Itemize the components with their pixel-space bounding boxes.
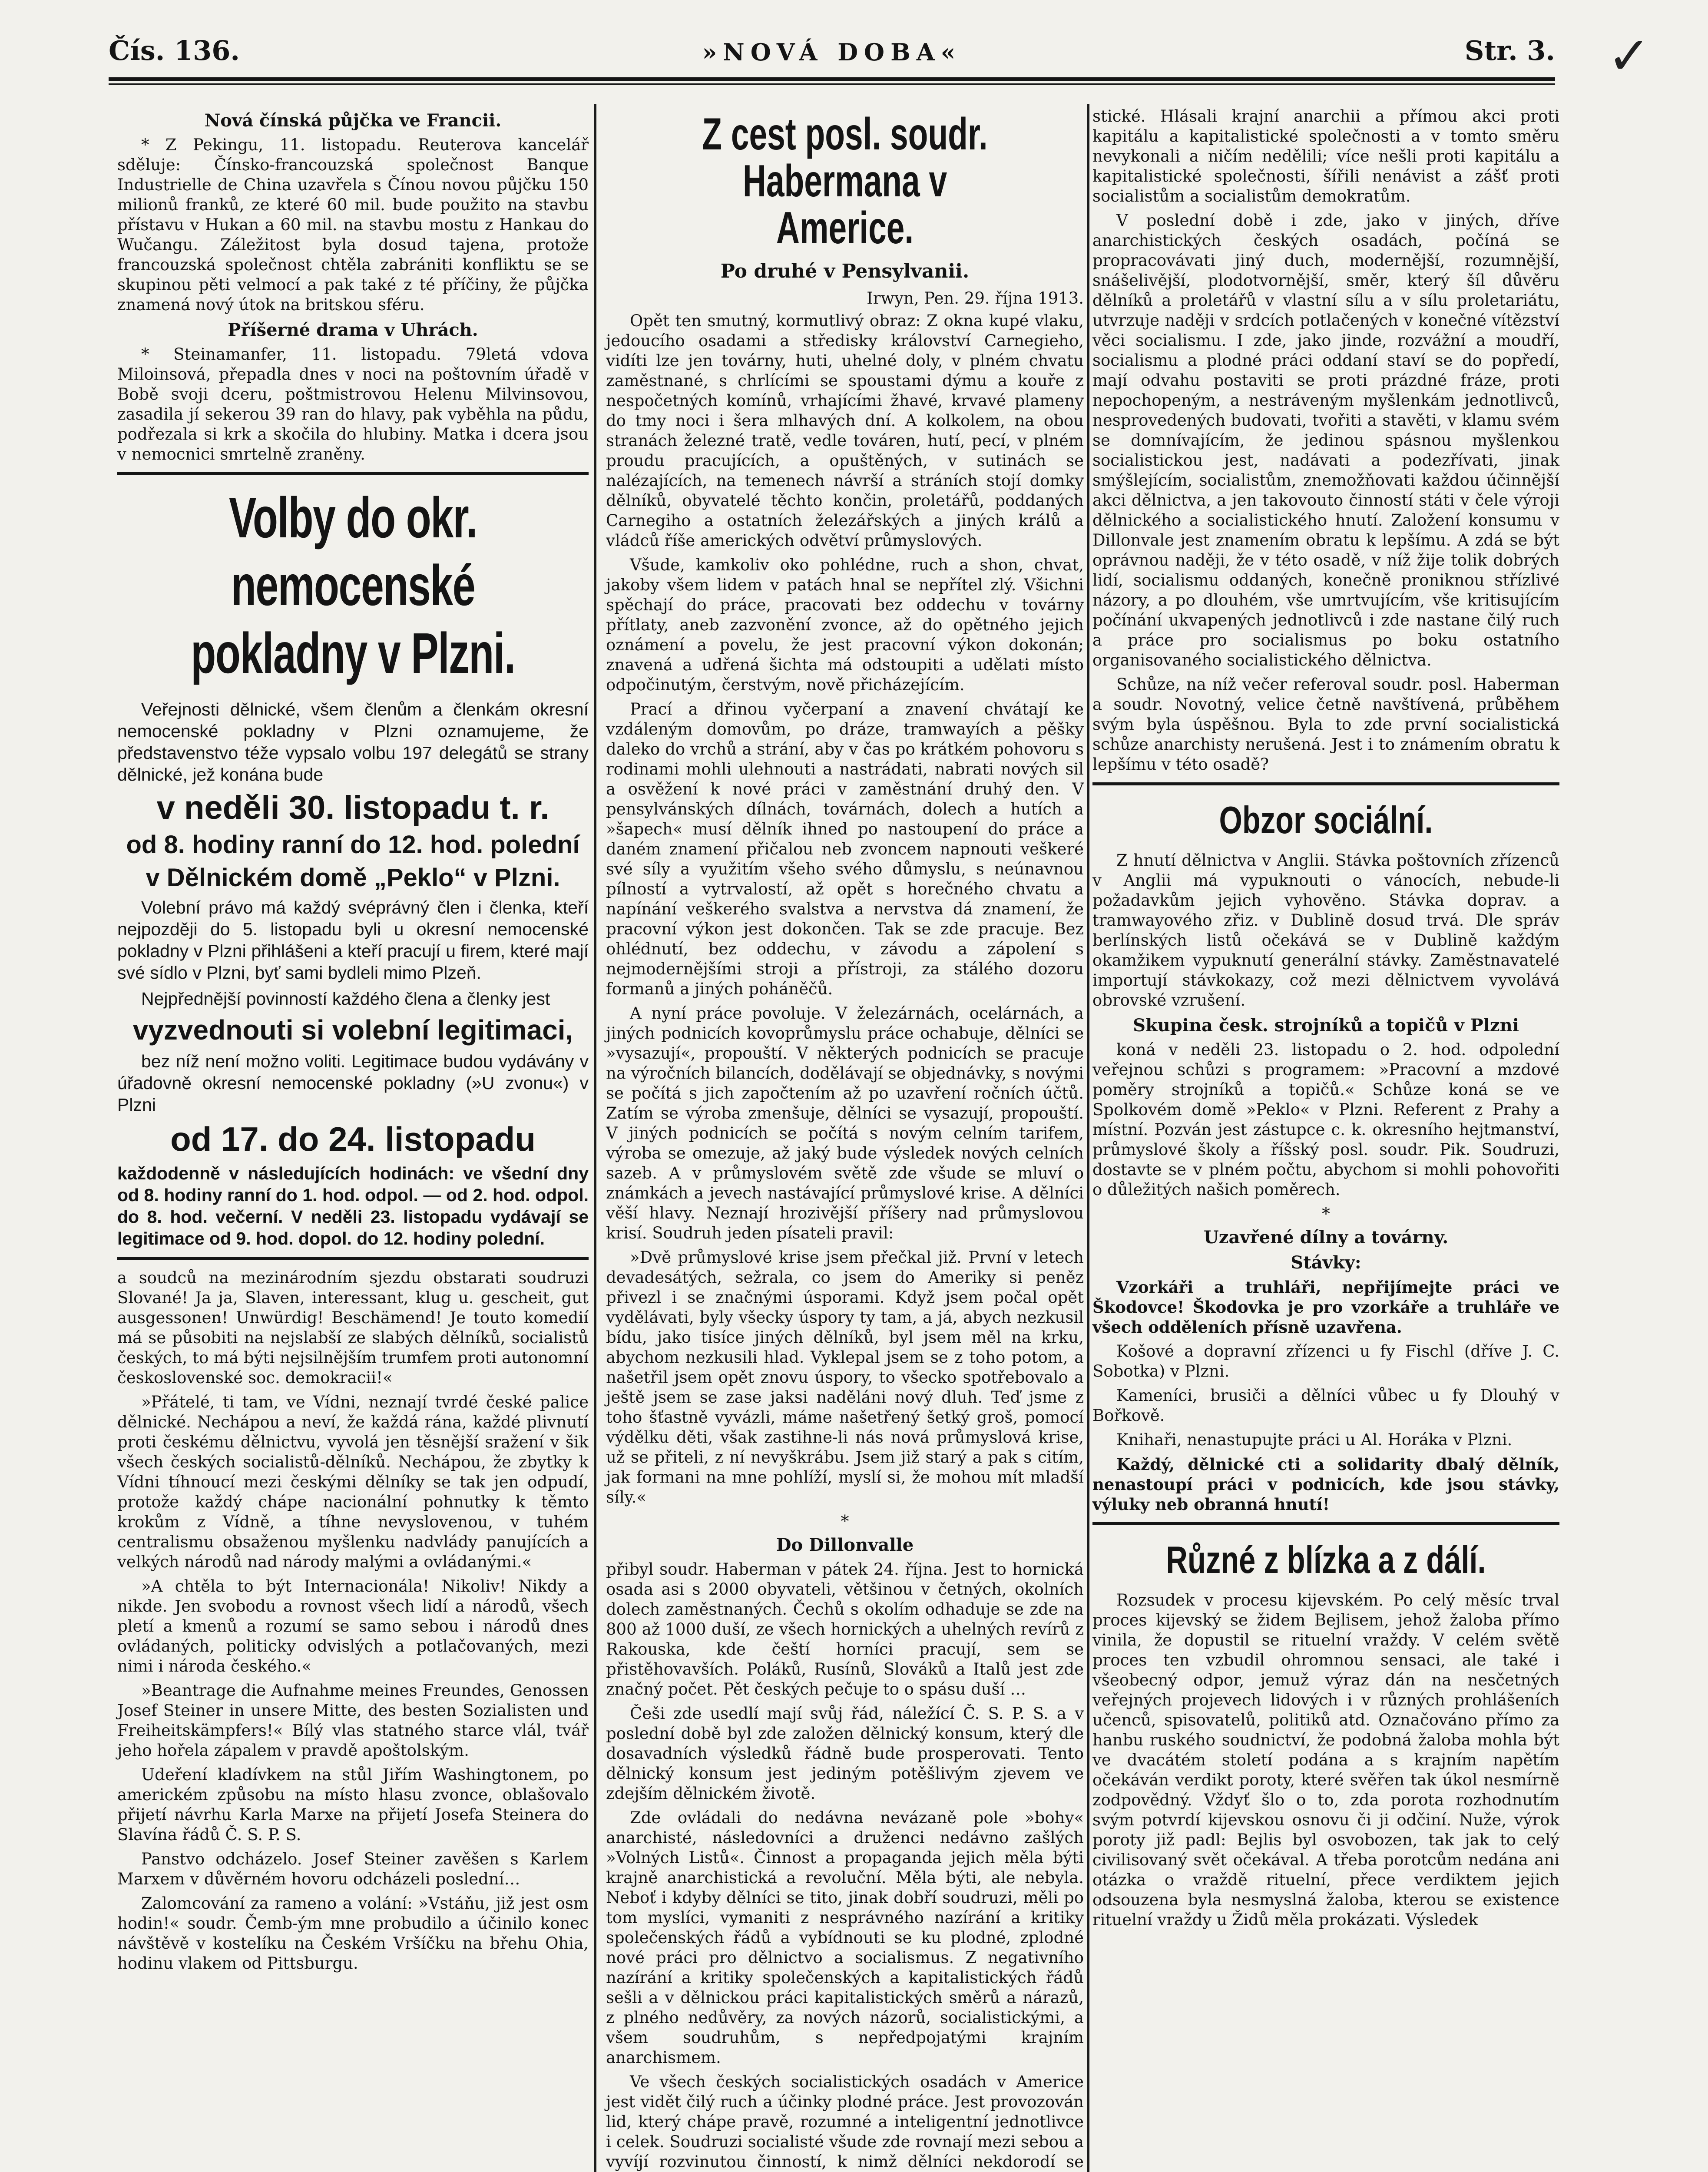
article-text: »Přátelé, ti tam, ve Vídni, neznají tvrdé české palice dělnické. Nechápou a neví, že každá rána, každé plivnutí proti českému dělnictvu, vyvolá jen těsnější sražení v šik všech českých socialistů-dělníků. Nechápou, že zbytky k Vídni tíhnoucí mezi českými dělníky se tak jen odpudí, protože každý chápe nacionální pohnutky k těmto krokům z Vídně, a tíhne nevyslovenou, v tuhém centralismu obsaženou myšlenku nadvlády panujících a velkých národů nad národy malými a ovládanými.« [117, 1393, 589, 1571]
page-number: Str. 3. [1464, 35, 1555, 66]
article-text: přibyl soudr. Haberman v pátek 24. října. Jest to hornická osada asi s 2000 obyvateli, většinou v četných, okolních dolech zaměstnaných. Čechů s okolím odhaduje se zde na 800 až 1000 duší, ze všech hornických a uhelných revírů z Rakouska, kde čeští horníci pracují, sem se přistěhovavších. Poláků, Rusínů, Slováků a Italů jest zde značný počet. Pět českých pečuje to o spásu duší … [606, 1560, 1084, 1699]
habermann-headline: Z cest posl. soudr. Habermana v Americe. [702, 109, 988, 253]
habermann-subtitle: Po druhé v Pensylvanii. [720, 260, 970, 282]
dateline: Irwyn, Pen. 29. října 1913. [867, 289, 1084, 308]
section-rule [117, 1257, 589, 1260]
strike-notice: Kameníci, brusiči a dělníci vůbec u fy Dlouhý v Bořkově. [1092, 1386, 1559, 1425]
column-rule-1 [594, 104, 596, 2172]
column-1 [117, 106, 589, 1978]
article-text: stické. Hlásali krajní anarchii a přímou akci proti kapitálu a kapitalistické společnosti a v tomto směru nevykonali a ničím nedělili; více nešli proti kapitálu a kapitalistické společnosti, šířili nenávist a zášť proti socialistům a socialistům demokratům. [1092, 107, 1559, 205]
header-rule [109, 77, 1555, 81]
header-rule-thin [109, 83, 1555, 85]
article-text: Rozsudek v procesu kijevském. Po celý měsíc trval proces kijevský se židem Bejlisem, jehož žaloba přímo vinila, že dopustil se rituelní vraždy. V celém světě proces ten vzbudil ohromnou sensaci, ale také i všeobecný odpor, jemuž výraz dán na nesčetných veřejných projevech lidových i v různých prohlášeních učenců, spisovatelů, politiků atd. Označováno přímo za hanbu ruského soudnictví, že podobná žaloba mohla být ve dvacátém století podána a s krajním napětím očekáván verdikt poroty, které svěřen tak úkol nesmírně zodpovědný. Vždyť šlo o to, zda porota rozhodnutím svým potvrdí kijevskou osnovu či ji odčiní. Nuže, výrok poroty již padl: Bejlis byl osvobozen, tak jak to celý civilisovaný svět očekával. A třeba porotcům nedána ani otázka o vraždě rituelní, přece verdiktem jejich odsouzena byla nesmyslná žaloba, kterou se existence rituelní vraždy u Židů měla prokázati. Výsledek [1092, 1591, 1559, 1929]
article-text: A nyní práce povoluje. V železárnách, ocelárnách, a jiných podnicích kovoprůmyslu práce ochabuje, dělníci se »vysazují«, propouští. V některých podnicích se pracuje na výročních bilancích, dodělávají se objednávky, s novými se počítá s jich započtením až po uzavření ročních účtů. Zatím se výroba zmenšuje, dělníci se vysazují, propouští. V jiných podnicích se počítá s novým celním tarifem, výroba se omezuje, až jaký bude výsledek nových celních sazeb. A v průmyslovém světě zde všude se mluví o známkách a jevech nastávající průmyslové krise. A dělníci věší hlavy. Neznají hrozivější příšery nad průmyslovou krisí. Soudruh jeden písateli pravil: [606, 1004, 1084, 1242]
strike-notice: Vzorkáři a truhláři, nepřijímejte práci ve Škodovce! Škodovka je pro vzorkáře a truhláře ve všech odděleních přísně uzavřena. [1092, 1278, 1559, 1337]
masthead-title: »NOVÁ DOBA« [702, 38, 962, 66]
pencil-mark-icon: ✓ [1607, 26, 1651, 86]
election-headline: Volby do okr. nemocenské pokladny v Plzni. [191, 486, 515, 685]
column-3 [1092, 106, 1559, 1934]
article-text: * Steinamanfer, 11. listopadu. 79letá vdova Miloinsová, přepadla dnes v noci na poštovním úřadě v Bobě svoji dceru, poštmistrovou Helenu Milvinsovou, zasadila jí sekerou 39 ran do hlavy, pak vyběhla na půdu, podřezala si krk a skočila do hlubiny. Matka i dcera jsou v nemocnici smrtelně zraněny. [117, 345, 589, 464]
section-rule [1092, 782, 1559, 785]
social-section-title: Obzor sociální. [1219, 798, 1433, 841]
article-subtitle: Stávky: [1291, 1252, 1361, 1273]
election-text: Nejpřednější povinností každého člena a členky jest [141, 989, 550, 1009]
divider-asterisk: * [841, 1512, 849, 1531]
article-title: Příšerné drama v Uhrách. [228, 320, 478, 340]
page-header [109, 30, 1555, 78]
strike-notice: Každý, dělnické cti a solidarity dbalý dělník, nenastoupí práci v podnicích, kde jsou stávky, výluky neb obranná hnutí! [1092, 1455, 1559, 1514]
article-text: Všude, kamkoliv oko pohlédne, ruch a shon, chvat, jakoby všem lidem v patách hnal se nepřítel zlý. Všichni spěchají do práce, pracovati bez oddechu v továrny přítlaty, aneb zazvonění zvonce, až do opětného jejich oznámení a povelu, že jest pracovní výkon dokonán; znavená a udřená šichta má odstoupiti a udělati místo odpočinutým, čerstvým, nově přicházejícím. [606, 556, 1084, 694]
article-text: »Dvě průmyslové krise jsem přečkal již. První v letech devadesátých, sežrala, co jsem do Ameriky si peněz přivezl i se značnými úsporami. Když jsem počal opět vydělávati, byly všecky úspory ty tam, a já, abych nezkusil bídu, jako tisíce jiných dělníků, byl jsem měl na krku, abychom nezkusili hlad. Vyklepal jsem se z toho potom, a našetřil jsem opět znovu úspory, to všecko spotřebovalo a ještě jsem se zase jaksi naděláni nový dluh. Teď jsme z toho šťastně vyvázli, máme našetřený šetký groš, pomocí výdělku děti, však zastihne-li nás nová průmyslová krise, už se přiteli, z ní nevyškrábu. Jsem již starý a pak s citím, jak formani na mne pohlíží, myslí si, že mohou mít mladší síly.« [606, 1248, 1084, 1506]
article-text: Panstvo odcházelo. Josef Steiner zavěšen s Karlem Marxem v důvěrném hovoru odcházeli poslední… [117, 1850, 589, 1888]
article-title: Nová čínská půjčka ve Francii. [204, 110, 502, 131]
article-text: »Beantrage die Aufnahme meines Freundes, Genossen Josef Steiner in unsere Mitte, des besten Sozialisten und Freiheitskämpfers!« Bílý vlas statného starce vlál, tvář jeho hořela zápalem v pravdě apoštolským. [117, 1681, 589, 1760]
article-subtitle: Uzavřené dílny a továrny. [1203, 1227, 1449, 1248]
article-text: Z hnutí dělnictva v Anglii. Stávka poštovních zřízenců v Anglii má vypuknouti o vánocích, nebude-li požadavkům jejich vyhověno. Stávka doprav. a tramwayového zřiz. v Dublině dosud trvá. Dle správ berlínských listů očekává se v Dublině každým okamžikem vypuknutí generální stávky. Zaměstnavatelé importují stávkokazy, což mezi dělnictvem vyvolává obrovské vzrušení. [1092, 851, 1559, 1010]
article-text: »A chtěla to být Internacionála! Nikoliv! Nikdy a nikde. Jen svobodu a rovnost všech lidí a národů, všech pletí a kmenů a rozumí se samo sebou i národů dnes ovládaných, politicky odvislých a potlačovaných, mezi nimi i národa českého.« [117, 1577, 589, 1675]
article-text: Prací a dřinou vyčerpaní a znavení chvátají ke vzdáleným domovům, po dráze, tramwayích a pěšky daleko do vrchů a strání, aby v čas po krátkém pohovoru s rodinami mohli ulehnouti a nastrádati, nabrati nových sil a osvěžení k nové práci v zaměstnání druhý den. V pensylvánských dílnách, továrnách, dolech a hutích a »šapech« musí dělník ihned po nastoupení do práce a daném znamení přičalou neb zvoncem napnouti veškeré své síly a využitím všeho svého důmyslu, s neúnavnou pílností a vytrvalostí, až opět s horečného chvatu a napínání veškerého svalstva a nervstva dá znamení, že pracovní výkon jest dokončen. Tak se zde pracuje. Bez ohlédnutí, bez oddechu, v závodu a zápolení s nejmodernějšími stroji a přístroji, za stálého dozoru formanů a jiných poháněčů. [606, 700, 1084, 998]
article-text: Zalomcování za rameno a volání: »Vstáňu, již jest osm hodin!« soudr. Čemb-ým mne probudilo a účinilo konec návštěvě v kostelíku na Českém Vršíčku na břehu Ohia, hodinu vlakem od Pittsburgu. [117, 1894, 589, 1973]
election-hours: od 8. hodiny ranní do 12. hod. polední [126, 831, 580, 859]
legitimation-notice: vyzvednouti si volební legitimaci, [132, 1014, 573, 1046]
article-text: Schůze, na níž večer referoval soudr. posl. Haberman a soudr. Novotný, velice četně navštívená, průběhem svým byla úspěšnou. Byla to zde první socialistická schůze anarchisty nerušená. Jest i to známením obratu k lepšímu v této osadě? [1092, 675, 1559, 774]
strike-notice: Knihaři, nenastupujte práci u Al. Horáka v Plzni. [1116, 1430, 1513, 1449]
strike-notice: Košové a dopravní zřízenci u fy Fischl (dříve J. C. Sobotka) v Plzni. [1092, 1342, 1559, 1381]
article-text: Opět ten smutný, kormutlivý obraz: Z okna kupé vlaku, jedoucího osadami a středisky království Carnegieho, vidíti lze jen továrny, huti, uhelné doly, v plném chvatu zaměstnané, s chrlícími se spoustami dýmu a kouře z nespočetných komínů, vrhajícími žhavé, krvavé plameny do tmy noci i šera mlhavých dní. A kolkolem, na obou stranách železné tratě, vedle továren, hutí, pecí, v plném proudu pracujících, a opuštěných, v sutinách se nalézajících, na temenech návrší a stráních stojí domky dělníků, obyvatelé těchto končin, proletářů, poddaných Carnegiho a ostatních železářských a jiných králů a vládců říše amerických odvětví průmyslových. [606, 311, 1084, 550]
column-2 [606, 106, 1084, 2172]
issue-number: Čís. 136. [109, 35, 240, 66]
article-text: Češi zde usedlí mají svůj řád, náležící Č. S. P. S. a v poslední době byl zde založen dělnický konsum, který dle dosavadních výsledků řádně bude prosperovati. Tento dělnický konsum jest jediným potěšlivým zjevem ve zdejším dělnickém životě. [606, 1704, 1084, 1803]
article-text: * Z Pekingu, 11. listopadu. Reuterova kancelář sděluje: Čínsko-francouzská společnost Banque Industrielle de China uzavřela s Čínou novou půjčku 150 milionů franků, ze které 60 mil. bude použito na stavbu přístavu v Hukan a 60 mil. na stavbu mostu z Hankau do Wučangu. Záležitost byla dosud tajena, protože francouzská společnost chtěla zabrániti konfliktu se se skupinou pěti velmocí a pak také z té příčiny, že půjčka znamená nový útok na britskou sféru. [117, 136, 589, 314]
article-text: koná v neděli 23. listopadu o 2. hod. odpolední veřejnou schůzi s programem: »Pracovní a mzdové poměry strojníků a topičů.« Schůze koná se ve Spolkovém domě »Peklo« v Plzni. Referent z Prahy a místní. Pozván jest zástupce c. k. okresního hejtmanství, průmyslové školy a říšský posl. soudr. Pik. Soudruzi, dostavte se v plném počtu, abychom si mohli pohovořiti o důležitých našich poměrech. [1092, 1040, 1559, 1199]
election-text: Volební právo má každý svéprávný člen i členka, kteří nejpozději do 5. listopadu byli u okresní nemocenské pokladny v Plzni přihlášeni a kteří pracují u firem, které mají své sídlo v Plzni, byť sami bydleli mimo Plzeň. [117, 897, 589, 983]
column-rule-2 [1087, 104, 1089, 2172]
election-text: bez níž není možno voliti. Legitimace budou vydávány v úřadovně okresní nemocenské pokladny (»U zvonu«) v Plzni [117, 1051, 589, 1115]
section-rule [117, 472, 589, 475]
election-text: Veřejnosti dělnické, všem členům a členkám okresní nemocenské pokladny v Plzni oznamujeme, že představenstvo téže vypsalo volbu 197 delegátů se strany dělnické, jež konána bude [117, 699, 589, 785]
divider-asterisk: * [1322, 1204, 1330, 1223]
article-text: V poslední době i zde, jako v jiných, dříve anarchistických českých osadách, počíná se propracovávati jiný duch, modernější, rozumnější, snášelivější, plodotvornější, směr, který šíl důvěru dělníků a proletářů v vlastní sílu a v sílu proletariátu, utvrzuje naději v srdcích potlačených v konečné vítězství věci socialismu. I zde, jako jinde, rozvážní a moudří, socialismu a plodné práci oddaní staví se do popředí, mají odvahu postaviti se proti prázdné fráze, proti nepochopeným, a nestráveným myšlenkám jednotlivců, nesprovedených budovati, tvořiti a stavěti, v klamu svém se domnívajícím, že jedinou spásnou myšlenkou socialistickou jest, nadávati a podezřívati, jinak smýšlejícím, socialistům, znemožňovati každou účinnější akci dělnictva, a jen takovouto činností státi v čele výroji dělnického a socialistického hnutí. Založení konsumu v Dillonvale jest znamením obratu k lepšímu. A zdá se být oprávnou naději, že v této osadě, v níž žije tolik dobrých lidí, socialismu oddaných, konečně proniknou střízlivé názory, a po dlouhém, vše umrtvujícím, vše kritisujícím počínání ukvapených jednotlivců i zde nastane čilý ruch a práce pro socialismus po boku ostatního organisovaného socialistického dělnictva. [1092, 211, 1559, 669]
section-rule [1092, 1522, 1559, 1525]
article-subtitle: Skupina česk. strojníků a topičů v Plzni [1133, 1015, 1519, 1036]
misc-section-title: Různé z blízka a z dálí. [1166, 1538, 1486, 1581]
article-text: Ve všech českých socialistických osadách v Americe jest vidět čilý ruch a účinky plodné práce. Jest provozován lid, který chápe pravě, rozumné a inteligentní jednotlivce i celek. Soudruzi socialisté všude zde rovnají mezi sebou a vyvíjí rozvinutou činností, k nimž dělníci nekdorodí se [606, 2073, 1084, 2171]
election-hours-text: každodenně v následujících hodinách: ve všední dny od 8. hodiny ranní do 1. hod. odpol. — od 2. hod. odpol. do 8. hod. večerní. V neděli 23. listopadu vydávají se legitimace od 9. hod. dopol. do 12. hodiny polední. [117, 1163, 589, 1248]
election-venue: v Dělnickém domě „Peklo“ v Plzni. [146, 864, 560, 892]
legitimation-dates: od 17. do 24. listopadu [170, 1120, 536, 1158]
article-subtitle: Do Dillonvalle [776, 1535, 914, 1555]
article-text: a soudců na mezinárodním sjezdu obstarati soudruzi Slované! Ja ja, Slaven, interessant, klug u. gescheit, gut ausgessonen! Unwürdig! Beschämend! Je touto komedií má se působiti na nejslabší ze slabých dělníků, socialistů českých, to má býti nejsilnějším trumfem proti autonomní československé soc. demokracii!« [117, 1268, 589, 1387]
article-text: Udeření kladívkem na stůl Jiřím Washingtonem, po americkém způsobu na místo hlasu zvonce, oblašovalo přijetí návrhu Karla Marxe na přijetí Josefa Steinera do Slavína řádů Č. S. P. S. [117, 1765, 589, 1844]
article-text: Zde ovládali do nedávna nevázaně pole »bohy« anarchisté, následovníci a druženci nedávno zašlých »Volných Listů«. Činnost a propaganda jejich měla býti krajně anarchistická a revoluční. Měla býti, ale nebyla. Neboť i kdyby dělníci se tito, jinak dobří soudruzi, měli po tom myslíci, vymaniti z nesprávného nazírání a kritiky společenských řádů a vybídnouti se ku plodné, zplodné nové práci pro dělnictvo a socialismus. Z negativního nazírání a kritiky společenských a kapitalistických řádů sešli a v dělnickou práci kapitalistických směrů a nárazů, z plného nedůvěry, za nových názorů, socialistickými, a všem soudruhům, s nepředpojatými krajním anarchismem. [606, 1808, 1084, 2067]
election-date: v neděli 30. listopadu t. r. [156, 789, 549, 826]
